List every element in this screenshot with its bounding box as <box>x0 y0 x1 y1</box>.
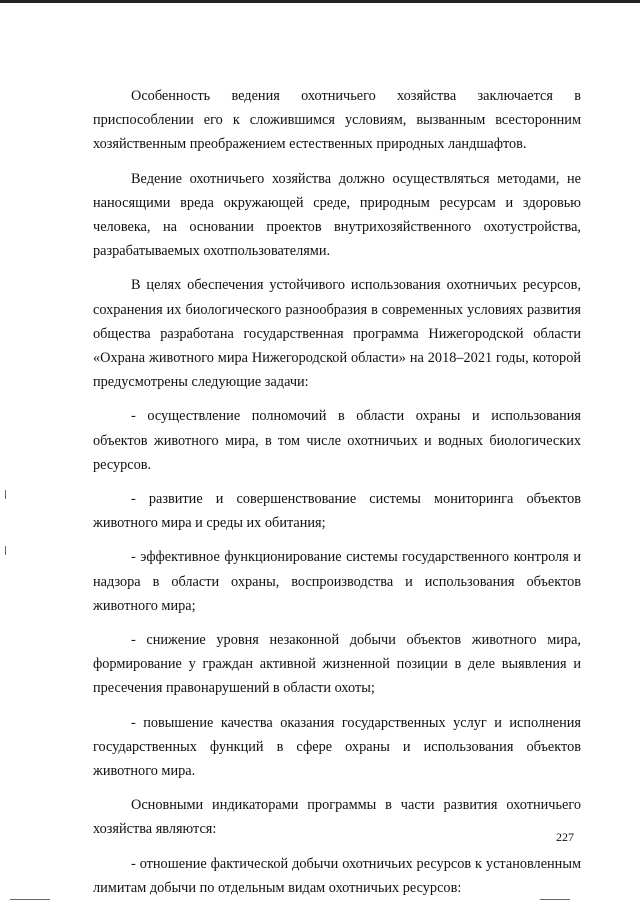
list-item: - снижение уровня незаконной добычи объектов животного мира, формирование у граждан активной жизненной позиции в деле выявления и пресечения правонарушений в области охоты; <box>93 632 581 697</box>
paragraph: Ведение охотничьего хозяйства должно осуществляться методами, не наносящими вреда окружающей среде, природным ресурсам и здоровью человека, на основании проектов внутрихозяйственного охотустройства, разрабатываемых охотпользователями. <box>93 170 581 260</box>
page-number: 227 <box>556 830 574 844</box>
scan-artifact-mark <box>5 490 6 499</box>
top-border-line <box>0 0 640 3</box>
scan-artifact-mark <box>10 899 50 900</box>
list-item: - повышение качества оказания государственных услуг и исполнения государственных функций в сфере охраны и использования объектов животного мира. <box>93 714 581 780</box>
list-item: - отношение фактической добычи охотничьих ресурсов к установленным лимитам добычи по отдельным видам охотничьих ресурсов: <box>93 855 581 896</box>
paragraph: Особенность ведения охотничьего хозяйства заключается в приспособлении его к сложившимся условиям, вызванным всесторонним хозяйственным преображением естественных природных ландшафтов. <box>93 88 581 153</box>
paragraph: В целях обеспечения устойчивого использования охотничьих ресурсов, сохранения их биологического разнообразия в современных условиях развития общества разработана государственная программа Нижегородской области «Охрана животного мира Нижегородской области» на 2018–2021 годы, которой предусмотрены следующие задачи: <box>93 277 581 391</box>
scan-artifact-mark <box>5 546 6 555</box>
paragraph: Основными индикаторами программы в части развития охотничьего хозяйства являются: <box>93 797 581 838</box>
list-item: - эффективное функционирование системы государственного контроля и надзора в области охраны, воспроизводства и использования объектов животного мира; <box>93 549 581 614</box>
document-body <box>93 84 581 910</box>
list-item: - развитие и совершенствование системы мониторинга объектов животного мира и среды их обитания; <box>93 491 581 532</box>
list-item: - осуществление полномочий в области охраны и использования объектов животного мира, в том числе охотничьих и водных биологических ресурсов. <box>93 408 581 473</box>
